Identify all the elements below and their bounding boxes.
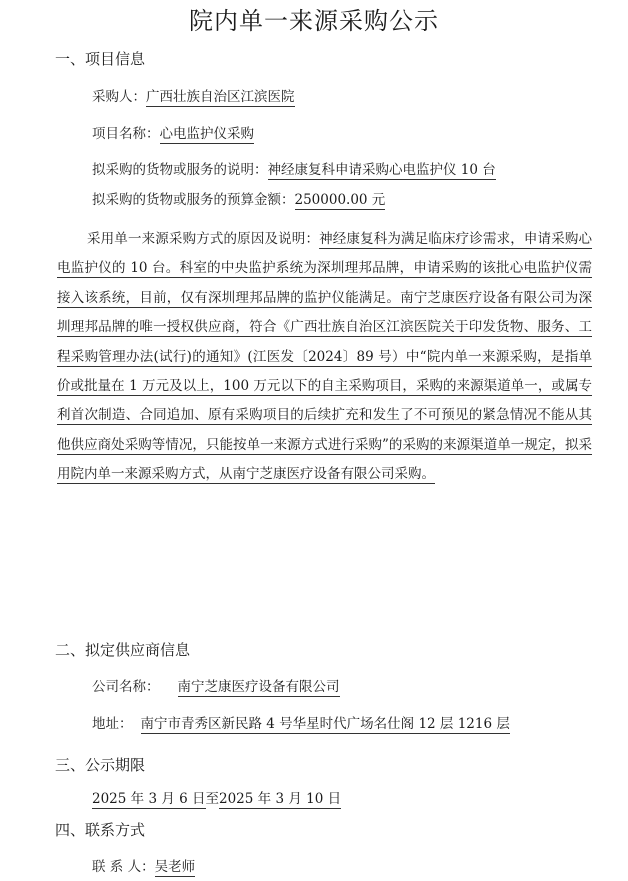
company-label: 公司名称：	[92, 679, 160, 695]
reason-paragraph	[57, 225, 592, 490]
goods-description-value: 神经康复科申请采购心电监护仪 10 台	[267, 162, 496, 178]
period-to: 至	[205, 791, 219, 807]
project-name-label: 项目名称：	[92, 126, 160, 142]
goods-description-label: 拟采购的货物或服务的说明：	[92, 162, 268, 178]
address-value: 南宁市青秀区新民路 4 号华星时代广场名仕阁 12 层 1216 层	[140, 716, 510, 732]
address-label: 地址：	[92, 716, 133, 732]
buyer-label: 采购人：	[92, 89, 146, 105]
company-value: 南宁芝康医疗设备有限公司	[177, 679, 340, 695]
budget-value: 250000.00 元	[294, 192, 386, 208]
company-row	[92, 677, 340, 697]
budget-row	[92, 190, 385, 210]
reason-text: 神经康复科为满足临床疗诊需求，申请采购心电监护仪的 10 台。科室的中央监护系统为深圳理邦品牌，申请采购的该批心电监护仪需接入该系统，目前，仅有深圳理邦品牌的监护仪能满足。南宁芝康医疗设备有限公司为深圳理邦品牌的唯一授权供应商，符合《广西壮族自治区江滨医院关于印发货物、服务、工程采购管理办法(试行)的通知》(江医发〔2024〕89 号）中“院内单一来源采购，是指单价或批量在 1 万元及以上，100 万元以下的自主采购项目，采购的来源渠道单一，或属专利首次制造、合同追加、原有采购项目的后续扩充和发生了不可预见的紧急情况不能从其他供应商处采购等情况，只能按单一来源方式进行采购”的采购的来源渠道单一规定，拟采用院内单一来源采购方式，从南宁芝康医疗设备有限公司采购。	[57, 231, 593, 483]
address-row	[92, 714, 510, 734]
section-heading-notice-period: 三、公示期限	[55, 756, 146, 774]
contact-person-label: 联 系 人：	[92, 859, 155, 875]
project-name-row	[92, 124, 254, 144]
page-title: 院内单一来源采购公示	[189, 7, 439, 35]
section-heading-project-info: 一、项目信息	[55, 50, 146, 68]
section-heading-supplier-info: 二、拟定供应商信息	[55, 641, 191, 659]
budget-label: 拟采购的货物或服务的预算金额：	[92, 192, 295, 208]
goods-description-row	[92, 160, 496, 180]
contact-row	[92, 857, 195, 877]
period-end: 2025 年 3 月 10 日	[219, 791, 342, 807]
buyer-value: 广西壮族自治区江滨医院	[146, 89, 295, 105]
contact-person-value: 吴老师	[154, 859, 196, 875]
section-heading-contact: 四、联系方式	[55, 821, 146, 839]
period-start: 2025 年 3 月 6 日	[92, 791, 206, 807]
project-name-value: 心电监护仪采购	[159, 126, 254, 142]
notice-period-row	[92, 789, 341, 809]
buyer-row	[92, 87, 295, 107]
reason-label: 采用单一来源采购方式的原因及说明：	[87, 231, 320, 247]
